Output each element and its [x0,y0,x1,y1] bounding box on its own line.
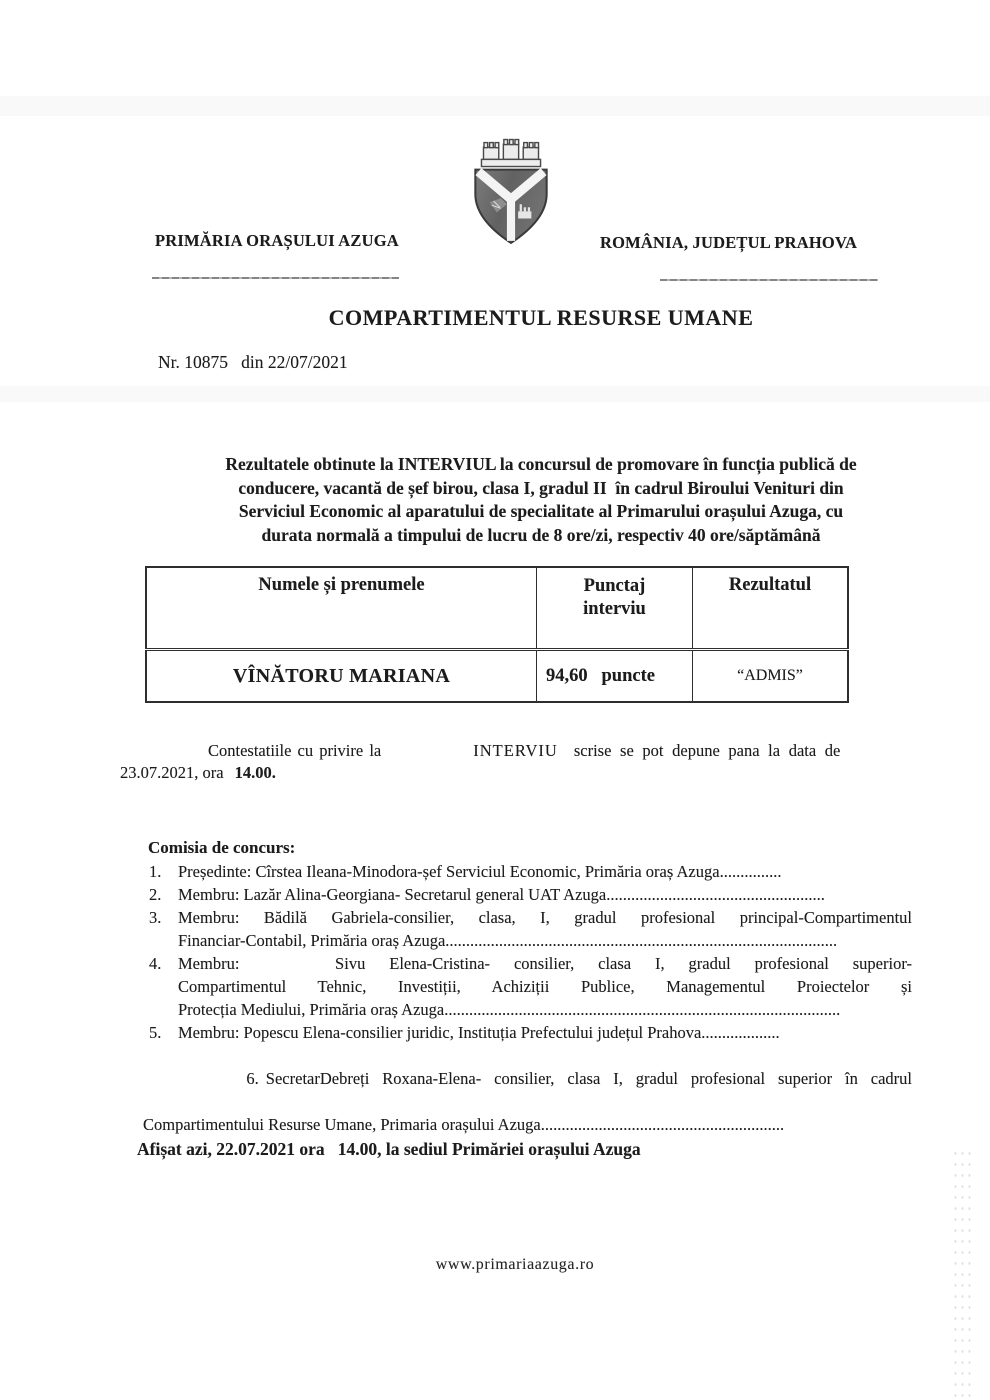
contestation-time: 14.00. [234,763,276,782]
intro-paragraph [145,453,937,547]
table-row [146,650,848,703]
intro-line: conducere, vacantă de șef birou, clasa I, gradul II în cadrul Biroului Venituri din [238,477,844,498]
header-right-org: ROMÂNIA, JUDEȚUL PRAHOVA [600,233,858,252]
member-line: Membru: Bădilă Gabriela-consilier, clasa, I, gradul profesional principal-Compartimentul [178,908,912,927]
posted-date-line: Afișat azi, 22.07.2021 ora 14.00, la sediul Primăriei orașului Azuga [137,1139,641,1159]
table-header-score-label: Punctaj interviu [583,576,646,619]
member-line: Membru: Lazăr Alina-Georgiana- Secretarul general UAT Azuga..................................................... [178,885,825,904]
scan-streak-artifact [0,386,990,402]
contestation-text: scrise se pot depune pana la data de [573,741,841,760]
member-line: Compartimentului Resurse Umane, Primaria orașului Azuga........................................................... [143,1115,785,1134]
member-line: Președinte: Cîrstea Ileana-Minodora-șef Serviciul Economic, Primăria oraș Azuga............... [178,862,782,881]
table-header-name-label: Numele și prenumele [258,575,425,595]
coat-of-arms-icon [460,138,562,246]
intro-line: durata normală a timpului de lucru de 8 ore/zi, respectiv 40 ore/săptămână [261,524,821,545]
results-table [145,566,849,703]
commission-member-2 [149,883,912,906]
commission-member-1 [149,860,912,883]
member-number: 3. [149,908,162,927]
candidate-name-cell: VÎNĂTORU MARIANA [146,650,537,703]
member-line: Protecția Mediului, Primăria oraș Azuga................................................................................................ [178,1000,841,1019]
member-number: 2. [149,885,162,904]
commission-member-4 [149,952,912,1021]
contestation-date: 23.07.2021, ora [120,763,224,782]
contestation-paragraph [120,740,920,784]
member-line: Membru: Sivu Elena-Cristina- consilier, clasa I, gradul profesional superior- [178,954,912,973]
intro-line: Rezultatele obtinute la INTERVIUL la concursul de promovare în funcția publică de [225,454,857,474]
member-number: 5. [149,1023,162,1042]
document-number: Nr. 10875 din 22/07/2021 [158,352,348,372]
department-title: COMPARTIMENTUL RESURSE UMANE [328,305,754,330]
member-line: Membru: Popescu Elena-consilier juridic, Instituția Prefectului județul Prahova................... [178,1023,780,1042]
header-left-org: PRIMĂRIA ORAȘULUI AZUGA [155,231,399,250]
commission-heading: Comisia de concurs: [148,838,296,857]
table-header-result [693,567,849,650]
table-header-score [537,567,693,650]
commission-member-5 [149,1021,912,1044]
contestation-line-1 [120,740,920,762]
contestation-keyword: INTERVIU [473,741,558,760]
member-line: Financiar-Contabil, Primăria oraș Azuga............................................................................................... [178,931,838,950]
website-text: www.primariaazuga.ro [435,1256,595,1273]
member-number: 1. [149,862,162,881]
candidate-score-cell: 94,60 puncte [537,650,693,703]
header-underline-right [660,279,878,281]
commission-member-3 [149,906,912,952]
member-line-text: SecretarDebreți Roxana-Elena- consilier, clasa I, gradul profesional superior în cadrul [265,1069,912,1088]
scan-streak-artifact [0,96,990,116]
contestation-text: Contestatiile cu privire la [208,741,382,760]
intro-line: Serviciul Economic al aparatului de specialitate al Primarului orașului Azuga, cu [238,501,844,521]
member-number: 6. [246,1069,259,1088]
member-line: Compartimentul Tehnic, Investiții, Achiziții Publice, Managementul Proiectelor și [178,977,912,996]
member-line [143,1044,912,1113]
member-number: 4. [149,954,162,973]
commission-member-6 [143,1044,912,1136]
table-header-row [146,567,848,650]
header-underline-left [152,277,399,279]
table-header-result-label: Rezultatul [728,575,812,595]
table-header-name [146,567,537,650]
contestation-line-2 [120,762,920,784]
scan-noise-artifact [952,1148,972,1400]
candidate-result-cell: “ADMIS” [693,650,849,703]
commission-section [143,836,912,1136]
